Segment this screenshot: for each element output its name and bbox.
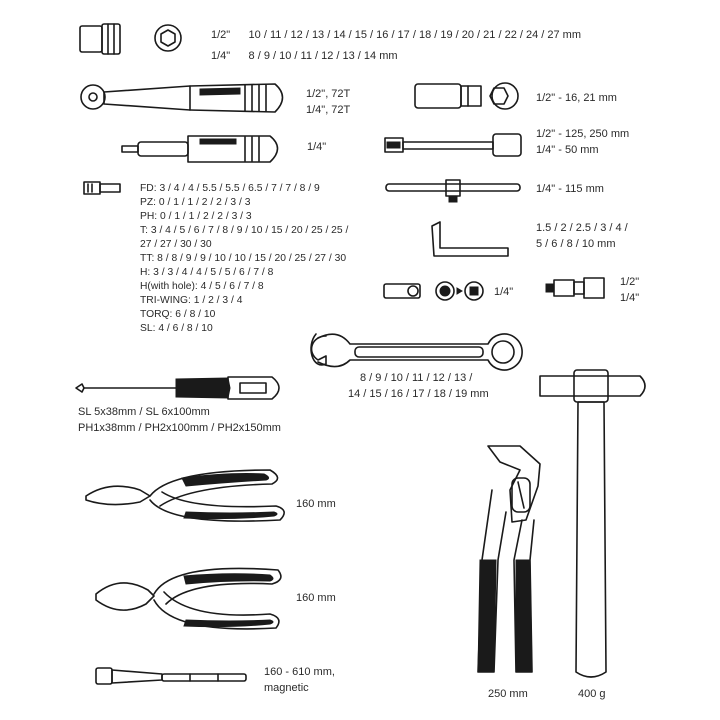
water-pump-pliers-label: 250 mm bbox=[488, 688, 528, 700]
ratchet-half-label: 1/2", 72T bbox=[306, 88, 351, 100]
bit-driver-icon bbox=[122, 136, 278, 162]
small-socket-icon bbox=[384, 284, 420, 298]
spark-plug-socket-icon bbox=[415, 83, 518, 109]
bit-list-tri-wing: TRI-WING: 1 / 2 / 3 / 4 bbox=[140, 295, 243, 306]
magnetic-pickup-tool-icon bbox=[96, 668, 246, 684]
universal-joint-quarter-label: 1/4" bbox=[620, 292, 640, 304]
bit-list-t: T: 3 / 4 / 5 / 6 / 7 / 8 / 9 / 10 / 15 / 20 / 25 / 25 / bbox=[140, 225, 349, 236]
hex-key-icon bbox=[432, 222, 508, 256]
socket-drive-half-label: 1/2" bbox=[211, 29, 231, 41]
ratchet-quarter-label: 1/4", 72T bbox=[306, 104, 351, 116]
ratchet-icon bbox=[81, 84, 283, 112]
bit-list-torq: TORQ: 6 / 8 / 10 bbox=[140, 309, 216, 320]
t-handle-icon bbox=[386, 180, 520, 202]
bit-list-tt: TT: 8 / 8 / 9 / 9 / 10 / 10 / 15 / 20 / 25 / 27 / 30 bbox=[140, 253, 347, 264]
hex-key-sizes-2: 5 / 6 / 8 / 10 mm bbox=[536, 238, 616, 250]
side-cutters-label: 160 mm bbox=[296, 592, 336, 604]
wrench-sizes-line1: 8 / 9 / 10 / 11 / 12 / 13 / bbox=[360, 372, 473, 384]
bit-list-ph: PH: 0 / 1 / 1 / 2 / 2 / 3 / 3 bbox=[140, 211, 252, 222]
wrench-sizes-line2: 14 / 15 / 16 / 17 / 18 / 19 mm bbox=[348, 388, 489, 400]
pickup-tool-label bbox=[264, 666, 335, 694]
extension-quarter-label: 1/4" - 50 mm bbox=[536, 144, 599, 156]
screwdriver-bit-icon bbox=[84, 182, 120, 194]
universal-joint-label bbox=[620, 276, 639, 304]
bit-list-pz: PZ: 0 / 1 / 1 / 2 / 2 / 3 / 3 bbox=[140, 197, 251, 208]
bit-list-sl: SL: 4 / 6 / 8 / 10 bbox=[140, 323, 213, 334]
socket-sizes-half: 10 / 11 / 12 / 13 / 14 / 15 / 16 / 17 / 18 / 19 / 20 / 21 / 22 / 24 / 27 mm bbox=[248, 29, 582, 41]
socket-size-half-inch bbox=[211, 29, 581, 41]
side-cutters-icon bbox=[96, 568, 281, 629]
universal-joint-half-label: 1/2" bbox=[620, 276, 640, 288]
pickup-tool-magnetic: magnetic bbox=[264, 682, 309, 694]
screwdriver-sizes-slotted: SL 5x38mm / SL 6x100mm bbox=[78, 406, 210, 418]
universal-joint-icon bbox=[546, 278, 604, 298]
socket-drive-quarter-label: 1/4" bbox=[211, 50, 231, 62]
spark-plug-socket-label: 1/2" - 16, 21 mm bbox=[536, 92, 617, 104]
combination-wrench-icon bbox=[311, 334, 522, 370]
bit-list-h: H: 3 / 3 / 4 / 4 / 5 / 5 / 6 / 7 / 8 bbox=[140, 267, 274, 278]
adapter-icon bbox=[436, 282, 483, 300]
adapter-label: 1/4" bbox=[494, 286, 514, 298]
extension-bar-label bbox=[536, 128, 629, 156]
bit-list-t-cont: 27 / 27 / 30 / 30 bbox=[140, 239, 212, 250]
water-pump-pliers-icon bbox=[478, 446, 540, 672]
bit-list-fd: FD: 3 / 4 / 4 / 5.5 / 5.5 / 6.5 / 7 / 7 / 8 / 9 bbox=[140, 183, 320, 194]
combination-pliers-icon bbox=[86, 470, 284, 521]
extension-half-label: 1/2" - 125, 250 mm bbox=[536, 128, 630, 140]
deep-socket-icon bbox=[80, 24, 120, 54]
hex-key-label bbox=[536, 222, 628, 250]
hammer-label: 400 g bbox=[578, 688, 606, 700]
t-handle-label: 1/4" - 115 mm bbox=[536, 183, 604, 195]
bit-list bbox=[140, 183, 348, 334]
screwdriver-sizes-phillips: PH1x38mm / PH2x100mm / PH2x150mm bbox=[78, 422, 281, 434]
bit-driver-label: 1/4" bbox=[307, 141, 327, 153]
extension-bar-icon bbox=[385, 134, 521, 156]
screwdriver-icon bbox=[76, 377, 279, 399]
bit-list-h-hole: H(with hole): 4 / 5 / 6 / 7 / 8 bbox=[140, 281, 264, 292]
socket-sizes-quarter: 8 / 9 / 10 / 11 / 12 / 13 / 14 mm bbox=[248, 50, 398, 62]
hammer-icon bbox=[540, 370, 645, 677]
hex-key-sizes-1: 1.5 / 2 / 2.5 / 3 / 4 / bbox=[536, 222, 628, 234]
socket-end-icon bbox=[155, 25, 181, 51]
combination-pliers-label: 160 mm bbox=[296, 498, 336, 510]
socket-size-quarter-inch bbox=[211, 50, 398, 62]
wrench-sizes bbox=[348, 372, 489, 400]
pickup-tool-length: 160 - 610 mm, bbox=[264, 666, 335, 678]
ratchet-label bbox=[306, 88, 350, 116]
screwdriver-sizes bbox=[78, 406, 281, 434]
